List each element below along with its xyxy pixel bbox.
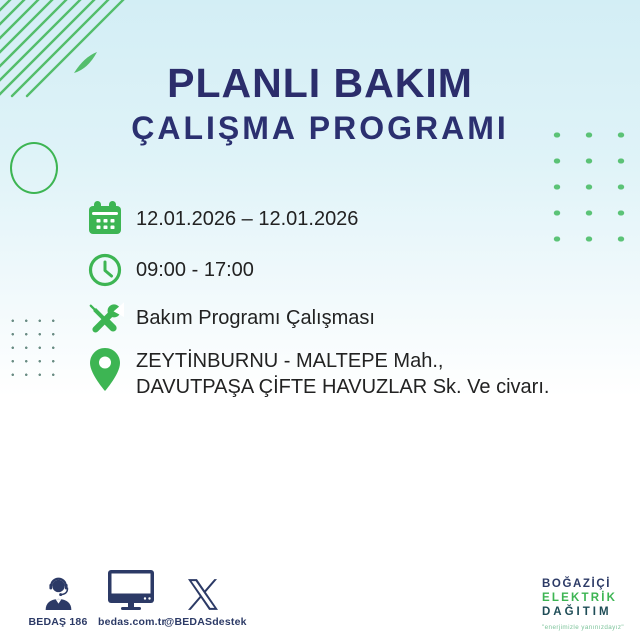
time-row [86, 253, 254, 287]
logo-line-3: DAĞITIM [542, 606, 612, 618]
date-range-text: 12.01.2026 – 12.01.2026 [136, 207, 359, 230]
contact-phone [18, 572, 98, 628]
monitor-icon [98, 572, 164, 610]
work-type-row [86, 300, 375, 336]
contact-social [164, 572, 247, 628]
phone-label: BEDAŞ 186 [28, 616, 88, 628]
social-label: @BEDASdestek [164, 616, 247, 628]
company-logo [542, 577, 636, 635]
page-title: PLANLI BAKIM [167, 60, 473, 106]
work-type-text: Bakım Programı Çalışması [136, 306, 375, 329]
logo-tagline: "enerjimizle yanınızdayız" [542, 624, 625, 631]
page-subtitle: ÇALIŞMA PROGRAMI [131, 110, 509, 146]
location-text [136, 348, 576, 400]
tools-icon [86, 300, 124, 336]
location-line-1: ZEYTİNBURNU - MALTEPE Mah., [136, 350, 444, 372]
logo-line-1: BOĞAZİÇİ [542, 578, 612, 590]
website-label: bedas.com.tr [98, 616, 166, 628]
location-row [86, 348, 576, 400]
headset-agent-icon [18, 572, 98, 610]
logo-line-2: ELEKTRİK [542, 592, 618, 604]
contact-website [98, 572, 164, 628]
date-row [86, 201, 358, 237]
location-line-2: DAVUTPAŞA ÇİFTE HAVUZLAR Sk. Ve civarı. [136, 376, 550, 398]
time-range-text: 09:00 - 17:00 [136, 258, 254, 281]
clock-icon [86, 253, 124, 287]
map-pin-icon [86, 348, 124, 391]
calendar-icon [86, 201, 124, 237]
dot-grid-left-decoration [6, 314, 60, 378]
circle-outline-decoration [10, 142, 58, 194]
x-logo-icon [164, 572, 242, 610]
